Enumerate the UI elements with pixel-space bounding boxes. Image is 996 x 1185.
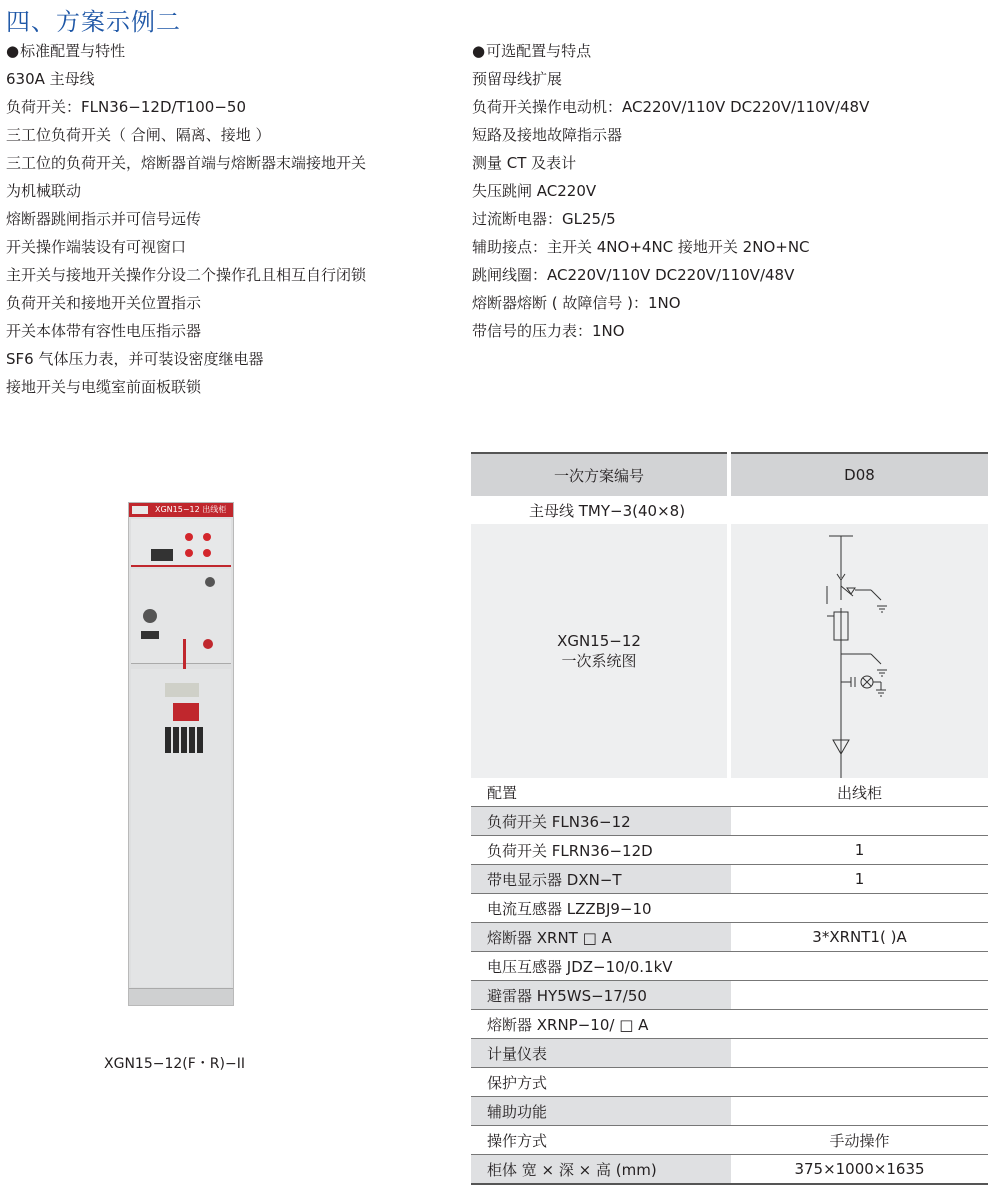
cabinet-logo (132, 506, 148, 514)
table-row (471, 1039, 988, 1068)
list-item: 负荷开关操作电动机：AC220V/110V DC220V/110V/48V (472, 98, 870, 116)
pressure-gauge (143, 609, 157, 623)
indicator-light (203, 549, 211, 557)
cabinet-image (128, 502, 234, 1006)
list-item: 测量 CT 及表计 (472, 154, 577, 172)
table-row (471, 1097, 988, 1126)
table-cell: 电压互感器 JDZ−10/0.1kV (487, 957, 673, 976)
table-cell (731, 1010, 988, 1038)
table-row (471, 923, 988, 952)
table-row (471, 836, 988, 865)
list-item: 辅助接点：主开关 4NO+4NC 接地开关 2NO+NC (472, 238, 810, 256)
standard-features-heading (6, 40, 366, 68)
busbar-label: 主母线 TMY−3(40×8) (529, 501, 686, 520)
single-line-diagram-cell (731, 524, 988, 778)
diagram-label-model: XGN15−12 (557, 631, 641, 650)
list-item: 三工位的负荷开关，熔断器首端与熔断器末端接地开关 (6, 154, 367, 172)
table-cell (731, 894, 988, 922)
table-row (471, 952, 988, 981)
table-cell (731, 1068, 988, 1096)
cabinet-nameplate-text: XGN15−12 出线柜 (155, 505, 227, 514)
list-item: 三工位负荷开关（ 合闸、隔离、接地 ） (6, 126, 271, 144)
list-item: 开关操作端装设有可视窗口 (6, 238, 187, 256)
diagram-label-title: 一次系统图 (561, 651, 637, 670)
table-cell (731, 981, 988, 1009)
table-row (471, 1068, 988, 1097)
table-cell: 375×1000×1635 (731, 1155, 988, 1183)
list-item: SF6 气体压力表，并可装设密度继电器 (6, 350, 264, 368)
standard-features-list (6, 40, 366, 404)
table-row (471, 807, 988, 836)
table-cell: 带电显示器 DXN−T (487, 870, 622, 889)
list-item: 预留母线扩展 (472, 70, 563, 88)
optional-features-heading (472, 40, 869, 68)
ventilation-grille (165, 727, 205, 753)
table-cell: 1 (854, 841, 865, 859)
diagram-row (471, 524, 988, 778)
table-cell: 辅助功能 (487, 1102, 548, 1121)
list-item: 过流断电器：GL25/5 (472, 210, 616, 228)
list-item: 熔断器跳闸指示并可信号远传 (6, 210, 202, 228)
table-cell: 3*XRNT1( )A (731, 923, 988, 951)
table-cell: 熔断器 XRNP−10/ □ A (487, 1015, 649, 1034)
table-row (471, 981, 988, 1010)
list-item: 熔断器熔断 ( 故障信号 )：1NO (472, 294, 681, 312)
header-cell: 一次方案编号 (471, 452, 727, 496)
list-item: 开关本体带有容性电压指示器 (6, 322, 202, 340)
cabinet-nameplate (129, 503, 233, 517)
list-item: 失压跳闸 AC220V (472, 182, 597, 200)
list-item: 带信号的压力表：1NO (472, 322, 625, 340)
list-item: 负荷开关：FLN36−12D/T100−50 (6, 98, 247, 116)
diagram-label (471, 524, 727, 778)
table-cell: 出线柜 (836, 783, 882, 802)
table-cell: 避雷器 HY5WS−17/50 (487, 986, 647, 1005)
optional-features-heading-text: 可选配置与特点 (486, 42, 592, 60)
table-cell: 手动操作 (829, 1131, 890, 1150)
table-cell (731, 1039, 988, 1067)
list-item: 为机械联动 (6, 182, 82, 200)
busbar-row (471, 496, 988, 524)
table-row (471, 894, 988, 923)
list-item: 接地开关与电缆室前面板联锁 (6, 378, 202, 396)
list-item: 负荷开关和接地开关位置指示 (6, 294, 202, 312)
standard-features-heading-text: 标准配置与特性 (20, 42, 126, 60)
table-row (471, 778, 988, 807)
table-cell (731, 952, 988, 980)
table-row (471, 1010, 988, 1039)
list-item: 短路及接地故障指示器 (472, 126, 623, 144)
list-item: 630A 主母线 (6, 70, 95, 88)
list-item: 主开关与接地开关操作分设二个操作孔且相互自行闭锁 (6, 266, 367, 284)
table-cell: 电流互感器 LZZBJ9−10 (487, 899, 652, 918)
switch-triangle (847, 588, 855, 594)
voltage-indicator (141, 631, 159, 639)
table-row (471, 1155, 988, 1185)
table-cell: 柜体 宽 × 深 × 高 (mm) (487, 1160, 657, 1179)
cabinet-caption: XGN15−12(F・R)−II (104, 1056, 245, 1072)
indicator-light (185, 549, 193, 557)
table-row (471, 865, 988, 894)
table-row (471, 1126, 988, 1155)
table-cell: 1 (731, 865, 988, 893)
page-title: 四、方案示例二 (6, 8, 181, 36)
indicator-display (151, 549, 173, 561)
operating-hole (205, 577, 215, 587)
warning-sign (173, 703, 199, 721)
cabinet-label-plate (165, 683, 199, 697)
header-cell: D08 (731, 452, 988, 496)
indicator-light (203, 533, 211, 541)
table-cell: 配置 (487, 783, 518, 802)
table-header (471, 452, 988, 496)
cabinet-instrument-panel (131, 519, 231, 567)
busbar-empty (731, 496, 988, 524)
earth-switch (871, 654, 881, 664)
earth-switch (871, 590, 881, 600)
indicator-light (203, 639, 213, 649)
list-item: 跳闸线圈：AC220V/110V DC220V/110V/48V (472, 266, 795, 284)
table-cell: 计量仪表 (487, 1044, 548, 1063)
table-cell: 负荷开关 FLN36−12 (487, 812, 631, 831)
table-cell: 操作方式 (487, 1131, 548, 1150)
table-cell (731, 1097, 988, 1125)
table-cell (731, 807, 988, 835)
indicator-light (185, 533, 193, 541)
table-cell: 负荷开关 FLRN36−12D (487, 841, 653, 860)
single-line-diagram (731, 524, 988, 778)
optional-features-list (472, 40, 869, 348)
table-cell: 熔断器 XRNT □ A (487, 928, 612, 947)
scheme-table (471, 452, 988, 1185)
table-cell: 保护方式 (487, 1073, 548, 1092)
cabinet-base (129, 988, 233, 1005)
cabinet-operation-panel (131, 569, 231, 664)
